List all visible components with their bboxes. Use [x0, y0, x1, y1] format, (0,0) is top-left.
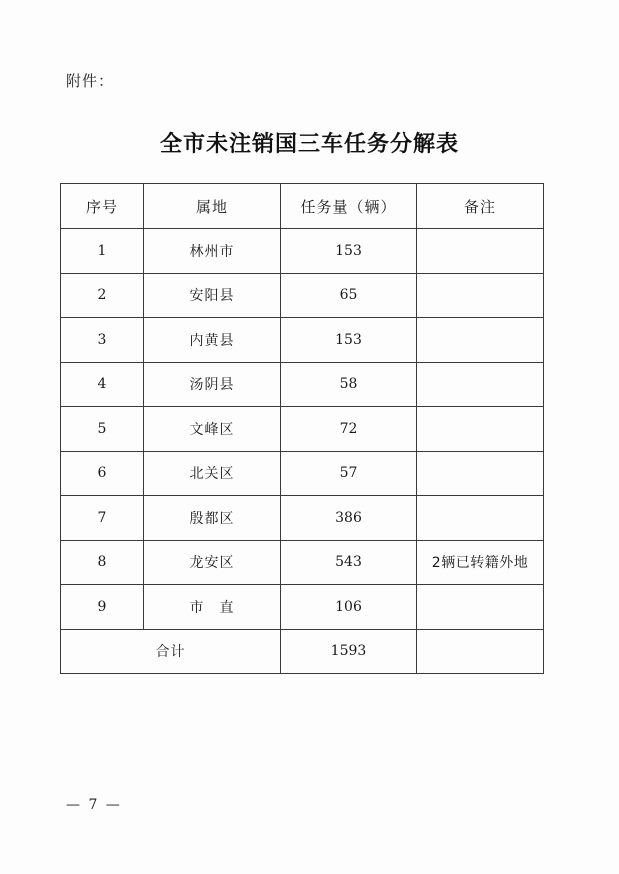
row-area: 市 直 [144, 585, 281, 630]
row-quantity: 65 [281, 273, 417, 318]
total-quantity: 1593 [281, 629, 417, 674]
row-area: 北关区 [144, 451, 281, 496]
row-quantity: 58 [281, 362, 417, 407]
task-table [60, 183, 544, 674]
table-row [61, 407, 544, 452]
row-note: 2辆已转籍外地 [417, 540, 544, 585]
row-note [417, 229, 544, 274]
row-note [417, 407, 544, 452]
header-area: 属地 [144, 184, 281, 229]
header-note: 备注 [417, 184, 544, 229]
row-quantity: 72 [281, 407, 417, 452]
row-quantity: 543 [281, 540, 417, 585]
attachment-label: 附件： [66, 72, 115, 90]
document-title: 全市未注销国三车任务分解表 [159, 132, 459, 157]
table-row [61, 318, 544, 363]
row-area: 林州市 [144, 229, 281, 274]
total-note [417, 629, 544, 674]
row-note [417, 585, 544, 630]
row-area: 龙安区 [144, 540, 281, 585]
row-index: 5 [61, 407, 144, 452]
row-note [417, 273, 544, 318]
row-quantity: 153 [281, 318, 417, 363]
row-index: 9 [61, 585, 144, 630]
row-index: 6 [61, 451, 144, 496]
row-area: 殷都区 [144, 496, 281, 541]
row-quantity: 153 [281, 229, 417, 274]
row-index: 7 [61, 496, 144, 541]
row-index: 2 [61, 273, 144, 318]
table-row [61, 229, 544, 274]
row-index: 4 [61, 362, 144, 407]
table-header-row [61, 184, 544, 229]
row-quantity: 57 [281, 451, 417, 496]
table-row [61, 496, 544, 541]
table-row [61, 273, 544, 318]
row-quantity: 386 [281, 496, 417, 541]
row-note [417, 496, 544, 541]
row-area: 安阳县 [144, 273, 281, 318]
total-label: 合计 [61, 629, 281, 674]
row-index: 3 [61, 318, 144, 363]
page-number: — 7 — [66, 797, 122, 813]
table-row [61, 540, 544, 585]
table-total-row [61, 629, 544, 674]
row-note [417, 362, 544, 407]
row-index: 1 [61, 229, 144, 274]
row-note [417, 451, 544, 496]
row-index: 8 [61, 540, 144, 585]
table-row [61, 451, 544, 496]
row-quantity: 106 [281, 585, 417, 630]
row-note [417, 318, 544, 363]
header-index: 序号 [61, 184, 144, 229]
row-area: 文峰区 [144, 407, 281, 452]
header-quantity: 任务量（辆） [281, 184, 417, 229]
row-area: 内黄县 [144, 318, 281, 363]
row-area: 汤阴县 [144, 362, 281, 407]
table-row [61, 362, 544, 407]
table-row [61, 585, 544, 630]
